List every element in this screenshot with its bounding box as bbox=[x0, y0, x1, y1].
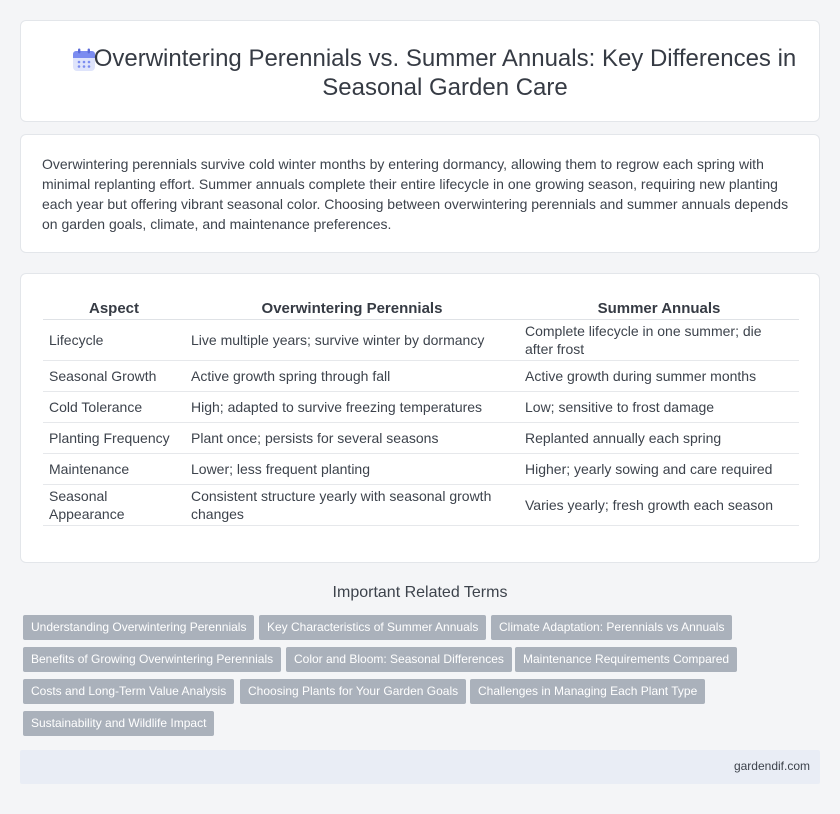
table-cell: Seasonal Growth bbox=[43, 361, 185, 392]
table-cell: Varies yearly; fresh growth each season bbox=[519, 485, 799, 526]
table-row bbox=[43, 423, 799, 454]
related-term-tag[interactable]: Understanding Overwintering Perennials bbox=[23, 615, 254, 640]
table-cell: Replanted annually each spring bbox=[519, 423, 799, 454]
table-cell: Maintenance bbox=[43, 454, 185, 485]
related-terms-heading: Important Related Terms bbox=[332, 584, 508, 601]
comparison-table bbox=[43, 296, 799, 526]
related-term-tag[interactable]: Benefits of Growing Overwintering Perennials bbox=[23, 647, 281, 672]
related-term-tag[interactable]: Costs and Long-Term Value Analysis bbox=[23, 679, 234, 704]
table-cell: Plant once; persists for several seasons bbox=[185, 423, 519, 454]
table-cell: Seasonal Appearance bbox=[43, 485, 185, 526]
table-cell: Consistent structure yearly with seasonal growth changes bbox=[185, 485, 519, 526]
intro-card bbox=[20, 134, 820, 253]
column-header-perennials: Overwintering Perennials bbox=[185, 296, 519, 320]
related-term-tag[interactable]: Key Characteristics of Summer Annuals bbox=[259, 615, 486, 640]
table-cell: Cold Tolerance bbox=[43, 392, 185, 423]
site-link[interactable]: gardendif.com bbox=[733, 759, 810, 773]
table-cell: Higher; yearly sowing and care required bbox=[519, 454, 799, 485]
related-term-tag[interactable]: Maintenance Requirements Compared bbox=[515, 647, 737, 672]
table-cell: High; adapted to survive freezing temperatures bbox=[185, 392, 519, 423]
table-row bbox=[43, 485, 799, 526]
related-term-tag[interactable]: Sustainability and Wildlife Impact bbox=[23, 711, 214, 736]
table-cell: Active growth spring through fall bbox=[185, 361, 519, 392]
table-row bbox=[43, 454, 799, 485]
table-cell: Active growth during summer months bbox=[519, 361, 799, 392]
related-term-tag[interactable]: Color and Bloom: Seasonal Differences bbox=[286, 647, 512, 672]
title-card bbox=[20, 20, 820, 122]
footer bbox=[20, 750, 820, 784]
page-title: Overwintering Perennials vs. Summer Annuals: Key Differences in Seasonal Garden Care bbox=[93, 45, 797, 101]
column-header-aspect: Aspect bbox=[43, 296, 185, 320]
related-term-tag[interactable]: Climate Adaptation: Perennials vs Annuals bbox=[491, 615, 732, 640]
table-cell: Complete lifecycle in one summer; die after frost bbox=[519, 320, 799, 361]
table-row bbox=[43, 392, 799, 423]
table-cell: Lower; less frequent planting bbox=[185, 454, 519, 485]
related-term-tag[interactable]: Challenges in Managing Each Plant Type bbox=[470, 679, 705, 704]
table-cell: Live multiple years; survive winter by dormancy bbox=[185, 320, 519, 361]
column-header-annuals: Summer Annuals bbox=[519, 296, 799, 320]
intro-paragraph: Overwintering perennials survive cold winter months by entering dormancy, allowing them to regrow each spring with minimal replanting effort. Summer annuals complete their entire lifecycle in one growing season, requiring new planting each year but offering vibrant seasonal color. Choosing between overwintering perennials and summer annuals depends on garden goals, climate, and maintenance preferences. bbox=[42, 156, 789, 232]
table-cell: Planting Frequency bbox=[43, 423, 185, 454]
table-header-row bbox=[43, 296, 799, 320]
comparison-table-card bbox=[20, 273, 820, 563]
table-cell: Lifecycle bbox=[43, 320, 185, 361]
table-row bbox=[43, 361, 799, 392]
table-row bbox=[43, 320, 799, 361]
table-cell: Low; sensitive to frost damage bbox=[519, 392, 799, 423]
related-term-tag[interactable]: Choosing Plants for Your Garden Goals bbox=[240, 679, 466, 704]
